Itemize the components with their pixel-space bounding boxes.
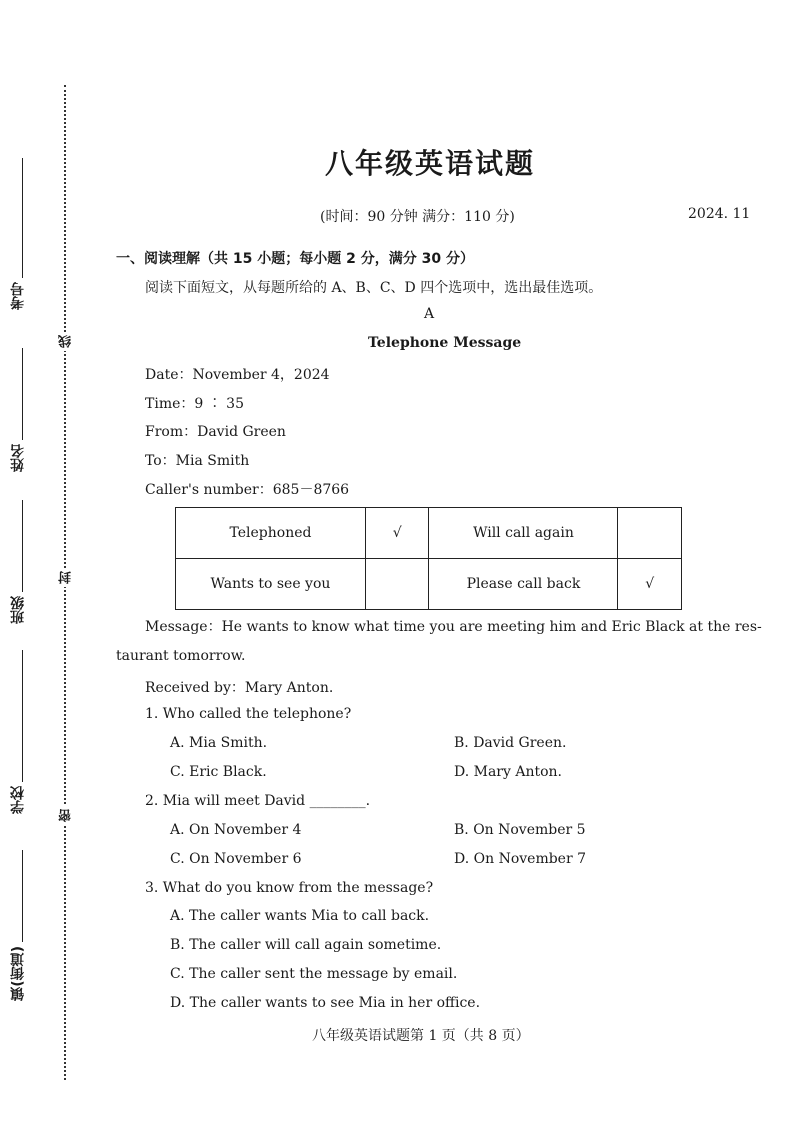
checkmark-will-call-again <box>618 508 682 559</box>
question-2-option-d: D. On November 7 <box>454 851 587 867</box>
message-title: Telephone Message <box>368 335 522 351</box>
passage-label: A <box>424 306 435 322</box>
table-cell-wants-to-see: Wants to see you <box>176 559 366 610</box>
exam-date: 2024. 11 <box>688 206 751 222</box>
message-from: From：David Green <box>145 424 286 440</box>
school-label: 学校 <box>10 786 26 814</box>
question-3-option-d: D. The caller wants to see Mia in her office. <box>170 995 481 1011</box>
question-1-stem: 1. Who called the telephone? <box>145 706 352 722</box>
message-date: Date：November 4，2024 <box>145 367 330 383</box>
class-line <box>22 500 23 592</box>
table-cell-will-call-again: Will call again <box>429 508 618 559</box>
message-time: Time：9 ∶ 35 <box>145 396 244 412</box>
section-heading: 一、阅读理解（共 15 小题；每小题 2 分，满分 30 分） <box>116 251 474 267</box>
seal-mark-mi: 密 <box>57 806 76 825</box>
message-to: To：Mia Smith <box>145 453 250 469</box>
exam-time-info: (时间：90 分钟 满分：110 分) <box>320 209 515 225</box>
question-3-stem: 3. What do you know from the message? <box>145 880 434 896</box>
checkmark-please-call-back: √ <box>618 559 682 610</box>
town-label: 镇(街道) <box>10 946 26 1001</box>
table-cell-please-call-back: Please call back <box>429 559 618 610</box>
caller-number: Caller's number：685－8766 <box>145 482 350 498</box>
town-line <box>22 850 23 942</box>
exam-no-label: 考号 <box>10 282 26 310</box>
question-2-option-a: A. On November 4 <box>170 822 302 838</box>
name-label: 姓名 <box>10 444 26 472</box>
question-3-option-a: A. The caller wants Mia to call back. <box>170 908 430 924</box>
question-1-option-a: A. Mia Smith. <box>170 735 268 751</box>
page-footer: 八年级英语试题第 1 页（共 8 页） <box>312 1028 530 1044</box>
question-2-option-b: B. On November 5 <box>454 822 586 838</box>
checkmark-wants-to-see <box>365 559 429 610</box>
name-line <box>22 348 23 440</box>
page-title: 八年级英语试题 <box>324 147 535 180</box>
seal-mark-feng: 封 <box>57 568 76 587</box>
question-1-option-d: D. Mary Anton. <box>454 764 563 780</box>
message-body-line2: taurant tomorrow. <box>116 648 246 664</box>
message-checklist-table <box>175 507 682 610</box>
question-3-option-b: B. The caller will call again sometime. <box>170 937 442 953</box>
message-received: Received by：Mary Anton. <box>145 680 334 696</box>
school-line <box>22 650 23 782</box>
table-cell-telephoned: Telephoned <box>176 508 366 559</box>
table-row <box>176 559 682 610</box>
class-label: 班级 <box>10 596 26 624</box>
section-instruction: 阅读下面短文，从每题所给的 A、B、C、D 四个选项中，选出最佳选项。 <box>145 280 603 296</box>
question-1-option-c: C. Eric Black. <box>170 764 267 780</box>
question-3-option-c: C. The caller sent the message by email. <box>170 966 458 982</box>
message-body-line1: Message：He wants to know what time you are meeting him and Eric Black at the res- <box>145 619 762 635</box>
question-1-option-b: B. David Green. <box>454 735 567 751</box>
checkmark-telephoned: √ <box>365 508 429 559</box>
table-row <box>176 508 682 559</box>
seal-mark-xian: 线 <box>57 332 76 351</box>
question-2-stem: 2. Mia will meet David ________. <box>145 793 371 809</box>
question-2-option-c: C. On November 6 <box>170 851 302 867</box>
